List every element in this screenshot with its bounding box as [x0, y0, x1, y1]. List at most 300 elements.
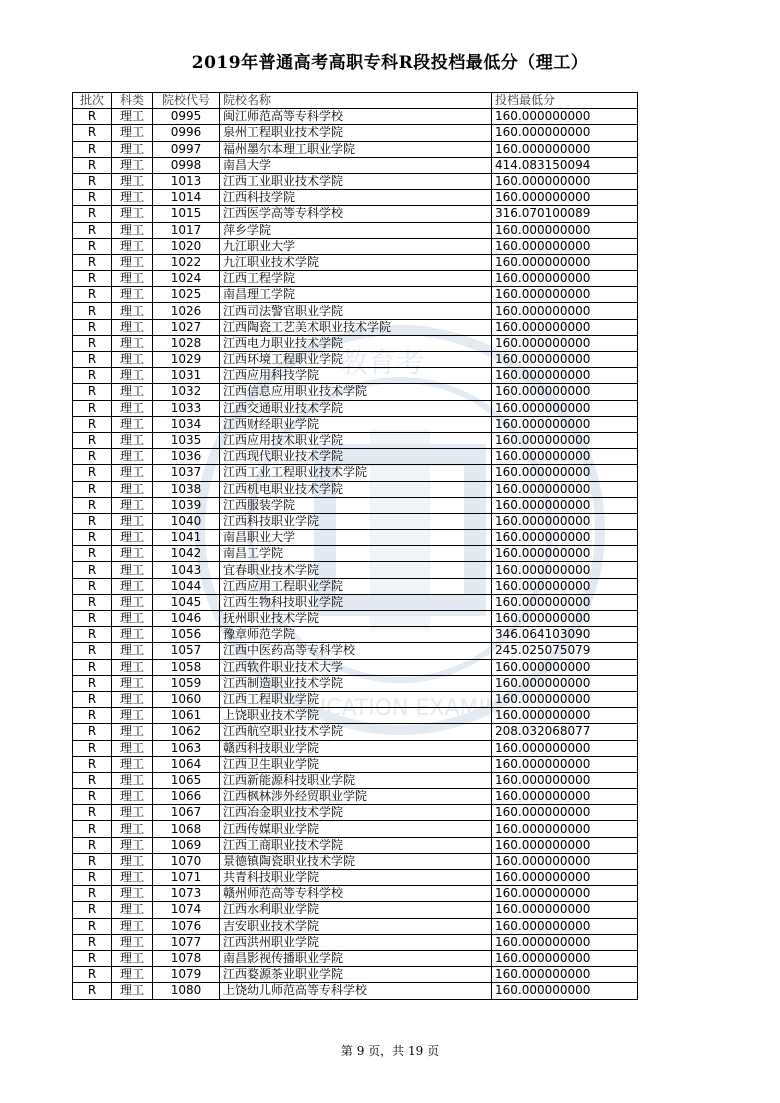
- header-school-code: 院校代号: [153, 93, 220, 109]
- table-row: [73, 578, 638, 594]
- min-score-cell: 160.000000000: [492, 335, 638, 351]
- min-score-cell: 160.000000000: [492, 416, 638, 432]
- batch-cell: R: [73, 222, 112, 238]
- school-code-cell: 1026: [153, 303, 220, 319]
- school-code-cell: 1035: [153, 432, 220, 448]
- category-cell: 理工: [112, 190, 153, 206]
- category-cell: 理工: [112, 772, 153, 788]
- category-cell: 理工: [112, 805, 153, 821]
- table-row: [73, 562, 638, 578]
- school-name-cell: 江西工商职业技术学院: [220, 837, 492, 853]
- category-cell: 理工: [112, 886, 153, 902]
- batch-cell: R: [73, 157, 112, 173]
- min-score-cell: 160.000000000: [492, 513, 638, 529]
- batch-cell: R: [73, 902, 112, 918]
- category-cell: 理工: [112, 109, 153, 125]
- batch-cell: R: [73, 594, 112, 610]
- school-name-cell: 抚州职业技术学院: [220, 611, 492, 627]
- table-row: [73, 967, 638, 983]
- school-name-cell: 江西信息应用职业技术学院: [220, 384, 492, 400]
- table-row: [73, 206, 638, 222]
- school-code-cell: 1073: [153, 886, 220, 902]
- batch-cell: R: [73, 967, 112, 983]
- school-name-cell: 江西机电职业技术学院: [220, 481, 492, 497]
- category-cell: 理工: [112, 432, 153, 448]
- batch-cell: R: [73, 432, 112, 448]
- min-score-cell: 160.000000000: [492, 934, 638, 950]
- min-score-cell: 160.000000000: [492, 287, 638, 303]
- school-code-cell: 1029: [153, 352, 220, 368]
- table-row: [73, 125, 638, 141]
- school-name-cell: 江西婺源茶业职业学院: [220, 967, 492, 983]
- min-score-cell: 160.000000000: [492, 805, 638, 821]
- school-code-cell: 1068: [153, 821, 220, 837]
- min-score-cell: 160.000000000: [492, 675, 638, 691]
- school-code-cell: 1079: [153, 967, 220, 983]
- school-name-cell: 萍乡学院: [220, 222, 492, 238]
- watermark-bottom-text: UCATION EXAMIN: [310, 696, 502, 721]
- header-category: 科类: [112, 93, 153, 109]
- school-name-cell: 江西软件职业技术大学: [220, 659, 492, 675]
- table-row: [73, 594, 638, 610]
- category-cell: 理工: [112, 352, 153, 368]
- table-row: [73, 659, 638, 675]
- school-name-cell: 南昌职业大学: [220, 530, 492, 546]
- school-name-cell: 江西水利职业学院: [220, 902, 492, 918]
- school-code-cell: 1058: [153, 659, 220, 675]
- school-name-cell: 南昌工学院: [220, 546, 492, 562]
- batch-cell: R: [73, 853, 112, 869]
- category-cell: 理工: [112, 271, 153, 287]
- min-score-cell: 160.000000000: [492, 254, 638, 270]
- table-row: [73, 950, 638, 966]
- min-score-cell: 160.000000000: [492, 546, 638, 562]
- category-cell: 理工: [112, 870, 153, 886]
- min-score-cell: 160.000000000: [492, 141, 638, 157]
- table-row: [73, 853, 638, 869]
- school-name-cell: 江西冶金职业技术学院: [220, 805, 492, 821]
- category-cell: 理工: [112, 368, 153, 384]
- category-cell: 理工: [112, 303, 153, 319]
- school-code-cell: 1041: [153, 530, 220, 546]
- min-score-cell: 160.000000000: [492, 222, 638, 238]
- min-score-cell: 160.000000000: [492, 530, 638, 546]
- category-cell: 理工: [112, 416, 153, 432]
- school-code-cell: 1074: [153, 902, 220, 918]
- min-score-cell: 160.000000000: [492, 481, 638, 497]
- min-score-cell: 160.000000000: [492, 173, 638, 189]
- min-score-cell: 160.000000000: [492, 368, 638, 384]
- table-row: [73, 837, 638, 853]
- category-cell: 理工: [112, 222, 153, 238]
- table-row: [73, 918, 638, 934]
- school-name-cell: 赣州师范高等专科学校: [220, 886, 492, 902]
- category-cell: 理工: [112, 950, 153, 966]
- batch-cell: R: [73, 546, 112, 562]
- category-cell: 理工: [112, 287, 153, 303]
- table-row: [73, 368, 638, 384]
- table-row: [73, 287, 638, 303]
- school-code-cell: 1045: [153, 594, 220, 610]
- watermark-top-text: 教育考: [340, 346, 425, 379]
- min-score-cell: 160.000000000: [492, 125, 638, 141]
- school-name-cell: 江西卫生职业学院: [220, 756, 492, 772]
- category-cell: 理工: [112, 724, 153, 740]
- header-batch: 批次: [73, 93, 112, 109]
- category-cell: 理工: [112, 400, 153, 416]
- table-row: [73, 271, 638, 287]
- category-cell: 理工: [112, 853, 153, 869]
- table-row: [73, 141, 638, 157]
- category-cell: 理工: [112, 449, 153, 465]
- min-score-cell: 160.000000000: [492, 821, 638, 837]
- header-min-score: 投档最低分: [492, 93, 638, 109]
- school-code-cell: 1027: [153, 319, 220, 335]
- table-row: [73, 335, 638, 351]
- school-name-cell: 江西工程职业学院: [220, 691, 492, 707]
- batch-cell: R: [73, 772, 112, 788]
- page-footer: 第 9 页，共 19 页: [340, 1044, 440, 1058]
- school-code-cell: 1066: [153, 789, 220, 805]
- min-score-cell: 160.000000000: [492, 562, 638, 578]
- batch-cell: R: [73, 756, 112, 772]
- min-score-cell: 160.000000000: [492, 870, 638, 886]
- school-name-cell: 江西环境工程职业学院: [220, 352, 492, 368]
- category-cell: 理工: [112, 513, 153, 529]
- batch-cell: R: [73, 335, 112, 351]
- category-cell: 理工: [112, 206, 153, 222]
- school-name-cell: 江西司法警官职业学院: [220, 303, 492, 319]
- batch-cell: R: [73, 513, 112, 529]
- school-name-cell: 南昌大学: [220, 157, 492, 173]
- header-school-name: 院校名称: [220, 93, 492, 109]
- min-score-cell: 160.000000000: [492, 967, 638, 983]
- school-name-cell: 江西财经职业学院: [220, 416, 492, 432]
- table-row: [73, 352, 638, 368]
- min-score-cell: 160.000000000: [492, 918, 638, 934]
- batch-cell: R: [73, 886, 112, 902]
- min-score-cell: 160.000000000: [492, 886, 638, 902]
- school-code-cell: 1025: [153, 287, 220, 303]
- school-name-cell: 江西科技学院: [220, 190, 492, 206]
- school-name-cell: 江西工业工程职业技术学院: [220, 465, 492, 481]
- school-name-cell: 江西应用科技学院: [220, 368, 492, 384]
- category-cell: 理工: [112, 789, 153, 805]
- school-name-cell: 江西航空职业技术学院: [220, 724, 492, 740]
- min-score-cell: 160.000000000: [492, 691, 638, 707]
- category-cell: 理工: [112, 611, 153, 627]
- table-row: [73, 983, 638, 999]
- table-row: [73, 530, 638, 546]
- category-cell: 理工: [112, 546, 153, 562]
- table-row: [73, 772, 638, 788]
- min-score-cell: 160.000000000: [492, 400, 638, 416]
- school-code-cell: 0995: [153, 109, 220, 125]
- school-name-cell: 江西洪州职业学院: [220, 934, 492, 950]
- school-code-cell: 1013: [153, 173, 220, 189]
- school-code-cell: 1046: [153, 611, 220, 627]
- table-row: [73, 222, 638, 238]
- school-code-cell: 1024: [153, 271, 220, 287]
- batch-cell: R: [73, 465, 112, 481]
- table-row: [73, 870, 638, 886]
- category-cell: 理工: [112, 465, 153, 481]
- school-name-cell: 江西枫林涉外经贸职业学院: [220, 789, 492, 805]
- min-score-cell: 160.000000000: [492, 238, 638, 254]
- category-cell: 理工: [112, 627, 153, 643]
- batch-cell: R: [73, 109, 112, 125]
- batch-cell: R: [73, 319, 112, 335]
- category-cell: 理工: [112, 319, 153, 335]
- school-code-cell: 1061: [153, 708, 220, 724]
- min-score-cell: 245.025075079: [492, 643, 638, 659]
- batch-cell: R: [73, 125, 112, 141]
- min-score-cell: 160.000000000: [492, 756, 638, 772]
- school-code-cell: 1077: [153, 934, 220, 950]
- school-name-cell: 福州墨尔本理工职业学院: [220, 141, 492, 157]
- school-code-cell: 1022: [153, 254, 220, 270]
- batch-cell: R: [73, 449, 112, 465]
- table-row: [73, 303, 638, 319]
- school-code-cell: 1069: [153, 837, 220, 853]
- table-row: [73, 934, 638, 950]
- school-code-cell: 0996: [153, 125, 220, 141]
- table-row: [73, 643, 638, 659]
- school-code-cell: 1031: [153, 368, 220, 384]
- table-row: [73, 449, 638, 465]
- batch-cell: R: [73, 287, 112, 303]
- table-row: [73, 691, 638, 707]
- school-name-cell: 吉安职业技术学院: [220, 918, 492, 934]
- batch-cell: R: [73, 837, 112, 853]
- min-score-cell: 160.000000000: [492, 303, 638, 319]
- school-name-cell: 江西现代职业技术学院: [220, 449, 492, 465]
- table-row: [73, 497, 638, 513]
- batch-cell: R: [73, 497, 112, 513]
- batch-cell: R: [73, 368, 112, 384]
- table-row: [73, 465, 638, 481]
- score-table: [72, 92, 638, 1000]
- category-cell: 理工: [112, 708, 153, 724]
- category-cell: 理工: [112, 659, 153, 675]
- school-code-cell: 1028: [153, 335, 220, 351]
- batch-cell: R: [73, 481, 112, 497]
- school-code-cell: 1039: [153, 497, 220, 513]
- batch-cell: R: [73, 384, 112, 400]
- category-cell: 理工: [112, 756, 153, 772]
- table-row: [73, 190, 638, 206]
- table-row: [73, 724, 638, 740]
- min-score-cell: 160.000000000: [492, 772, 638, 788]
- min-score-cell: 160.000000000: [492, 190, 638, 206]
- school-name-cell: 江西新能源科技职业学院: [220, 772, 492, 788]
- table-row: [73, 611, 638, 627]
- category-cell: 理工: [112, 497, 153, 513]
- school-code-cell: 1037: [153, 465, 220, 481]
- table-row: [73, 627, 638, 643]
- min-score-cell: 160.000000000: [492, 384, 638, 400]
- category-cell: 理工: [112, 918, 153, 934]
- school-name-cell: 江西陶瓷工艺美术职业技术学院: [220, 319, 492, 335]
- page-title: 2019年普通高考高职专科R段投档最低分（理工）: [191, 53, 589, 73]
- min-score-cell: 160.000000000: [492, 902, 638, 918]
- school-code-cell: 1071: [153, 870, 220, 886]
- table-row: [73, 238, 638, 254]
- category-cell: 理工: [112, 740, 153, 756]
- school-name-cell: 江西中医药高等专科学校: [220, 643, 492, 659]
- table-row: [73, 173, 638, 189]
- category-cell: 理工: [112, 902, 153, 918]
- school-name-cell: 江西工业职业技术学院: [220, 173, 492, 189]
- school-name-cell: 江西科技职业学院: [220, 513, 492, 529]
- category-cell: 理工: [112, 125, 153, 141]
- table-row: [73, 740, 638, 756]
- min-score-cell: 160.000000000: [492, 271, 638, 287]
- min-score-cell: 208.032068077: [492, 724, 638, 740]
- batch-cell: R: [73, 934, 112, 950]
- category-cell: 理工: [112, 934, 153, 950]
- school-code-cell: 0997: [153, 141, 220, 157]
- category-cell: 理工: [112, 675, 153, 691]
- table-row: [73, 789, 638, 805]
- school-name-cell: 江西制造职业技术学院: [220, 675, 492, 691]
- school-code-cell: 1020: [153, 238, 220, 254]
- batch-cell: R: [73, 206, 112, 222]
- school-code-cell: 1065: [153, 772, 220, 788]
- school-code-cell: 1043: [153, 562, 220, 578]
- batch-cell: R: [73, 611, 112, 627]
- batch-cell: R: [73, 530, 112, 546]
- batch-cell: R: [73, 691, 112, 707]
- table-row: [73, 400, 638, 416]
- school-name-cell: 景德镇陶瓷职业技术学院: [220, 853, 492, 869]
- table-row: [73, 432, 638, 448]
- min-score-cell: 160.000000000: [492, 837, 638, 853]
- min-score-cell: 160.000000000: [492, 449, 638, 465]
- min-score-cell: 414.083150094: [492, 157, 638, 173]
- batch-cell: R: [73, 870, 112, 886]
- school-code-cell: 1040: [153, 513, 220, 529]
- school-name-cell: 南昌理工学院: [220, 287, 492, 303]
- category-cell: 理工: [112, 254, 153, 270]
- table-row: [73, 157, 638, 173]
- school-code-cell: 1062: [153, 724, 220, 740]
- batch-cell: R: [73, 238, 112, 254]
- min-score-cell: 160.000000000: [492, 465, 638, 481]
- batch-cell: R: [73, 918, 112, 934]
- table-row: [73, 384, 638, 400]
- batch-cell: R: [73, 271, 112, 287]
- school-code-cell: 1044: [153, 578, 220, 594]
- table-row: [73, 821, 638, 837]
- table-row: [73, 254, 638, 270]
- min-score-cell: 160.000000000: [492, 594, 638, 610]
- school-name-cell: 江西电力职业技术学院: [220, 335, 492, 351]
- batch-cell: R: [73, 562, 112, 578]
- batch-cell: R: [73, 950, 112, 966]
- min-score-cell: 346.064103090: [492, 627, 638, 643]
- school-code-cell: 1032: [153, 384, 220, 400]
- category-cell: 理工: [112, 481, 153, 497]
- batch-cell: R: [73, 141, 112, 157]
- school-name-cell: 宜春职业技术学院: [220, 562, 492, 578]
- school-code-cell: 1017: [153, 222, 220, 238]
- school-name-cell: 江西医学高等专科学校: [220, 206, 492, 222]
- school-code-cell: 1076: [153, 918, 220, 934]
- table-header-row: [73, 93, 638, 109]
- min-score-cell: 160.000000000: [492, 352, 638, 368]
- table-row: [73, 109, 638, 125]
- school-name-cell: 上饶职业技术学院: [220, 708, 492, 724]
- school-name-cell: 江西工程学院: [220, 271, 492, 287]
- category-cell: 理工: [112, 238, 153, 254]
- min-score-cell: 316.070100089: [492, 206, 638, 222]
- category-cell: 理工: [112, 335, 153, 351]
- min-score-cell: 160.000000000: [492, 432, 638, 448]
- batch-cell: R: [73, 659, 112, 675]
- min-score-cell: 160.000000000: [492, 319, 638, 335]
- batch-cell: R: [73, 627, 112, 643]
- table-row: [73, 675, 638, 691]
- table-row: [73, 708, 638, 724]
- category-cell: 理工: [112, 562, 153, 578]
- school-code-cell: 1036: [153, 449, 220, 465]
- table-row: [73, 513, 638, 529]
- school-name-cell: 赣西科技职业学院: [220, 740, 492, 756]
- school-name-cell: 江西传媒职业学院: [220, 821, 492, 837]
- school-code-cell: 1014: [153, 190, 220, 206]
- school-code-cell: 1080: [153, 983, 220, 999]
- school-code-cell: 1078: [153, 950, 220, 966]
- min-score-cell: 160.000000000: [492, 740, 638, 756]
- batch-cell: R: [73, 416, 112, 432]
- batch-cell: R: [73, 740, 112, 756]
- school-name-cell: 豫章师范学院: [220, 627, 492, 643]
- school-code-cell: 0998: [153, 157, 220, 173]
- category-cell: 理工: [112, 837, 153, 853]
- batch-cell: R: [73, 675, 112, 691]
- school-code-cell: 1067: [153, 805, 220, 821]
- school-code-cell: 1060: [153, 691, 220, 707]
- category-cell: 理工: [112, 821, 153, 837]
- school-code-cell: 1070: [153, 853, 220, 869]
- min-score-cell: 160.000000000: [492, 497, 638, 513]
- school-code-cell: 1059: [153, 675, 220, 691]
- table-row: [73, 319, 638, 335]
- batch-cell: R: [73, 400, 112, 416]
- school-code-cell: 1063: [153, 740, 220, 756]
- min-score-cell: 160.000000000: [492, 578, 638, 594]
- school-name-cell: 上饶幼儿师范高等专科学校: [220, 983, 492, 999]
- category-cell: 理工: [112, 384, 153, 400]
- batch-cell: R: [73, 303, 112, 319]
- category-cell: 理工: [112, 983, 153, 999]
- school-code-cell: 1015: [153, 206, 220, 222]
- table-row: [73, 546, 638, 562]
- table-row: [73, 756, 638, 772]
- category-cell: 理工: [112, 643, 153, 659]
- batch-cell: R: [73, 643, 112, 659]
- school-name-cell: 九江职业技术学院: [220, 254, 492, 270]
- school-name-cell: 江西应用技术职业学院: [220, 432, 492, 448]
- category-cell: 理工: [112, 141, 153, 157]
- min-score-cell: 160.000000000: [492, 109, 638, 125]
- school-name-cell: 江西应用工程职业学院: [220, 578, 492, 594]
- table-row: [73, 481, 638, 497]
- batch-cell: R: [73, 352, 112, 368]
- school-code-cell: 1033: [153, 400, 220, 416]
- min-score-cell: 160.000000000: [492, 708, 638, 724]
